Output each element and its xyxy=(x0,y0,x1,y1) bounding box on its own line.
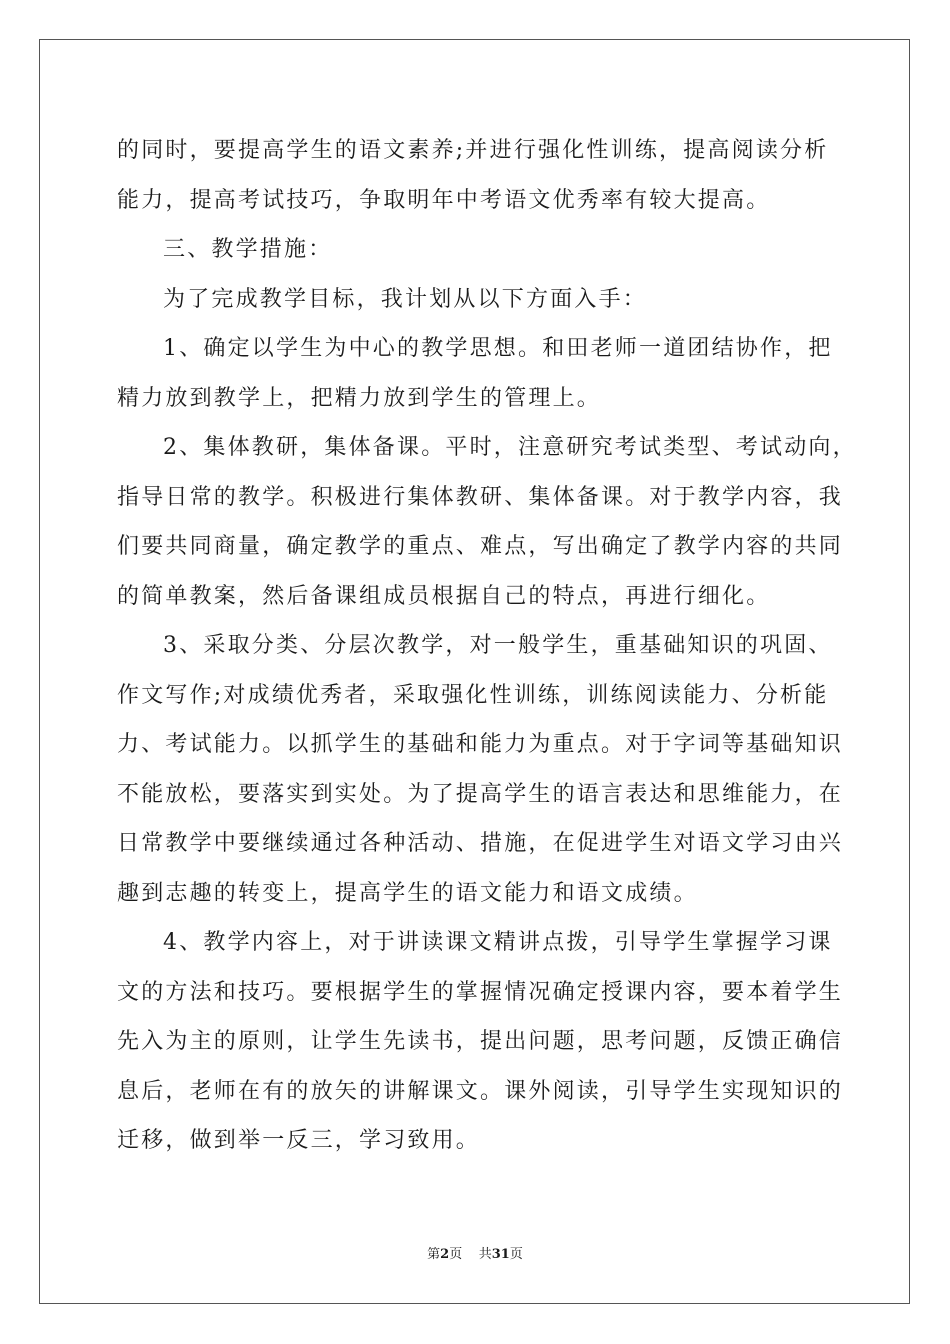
text-line: 日常教学中要继续通过各种活动、措施，在促进学生对语文学习由兴 xyxy=(117,831,844,856)
text-line: 文的方法和技巧。要根据学生的掌握情况确定授课内容，要本着学生 xyxy=(117,979,844,1005)
text-line: 迁移，做到举一反三，学习致用。 xyxy=(117,1128,481,1153)
document-body xyxy=(117,126,857,1166)
text-line: 精力放到教学上，把精力放到学生的管理上。 xyxy=(117,385,602,411)
text-line: 不能放松，要落实到实处。为了提高学生的语言表达和思维能力，在 xyxy=(117,781,844,807)
page-footer xyxy=(0,1246,950,1264)
list-item-1: 1、确定以学生为中心的教学思想。和田老师一道团结协作，把 xyxy=(163,336,833,361)
text-line: 为了完成教学目标，我计划从以下方面入手： xyxy=(163,286,648,312)
text-line: 们要共同商量，确定教学的重点、难点，写出确定了教学内容的共同 xyxy=(117,534,844,559)
text-line: 能力，提高考试技巧，争取明年中考语文优秀率有较大提高。 xyxy=(117,187,771,213)
total-prefix: 共 xyxy=(478,1247,492,1262)
list-item-3: 3、采取分类、分层次教学，对一般学生，重基础知识的巩固、 xyxy=(163,633,833,658)
text-line: 先入为主的原则，让学生先读书，提出问题，思考问题，反馈正确信 xyxy=(117,1029,844,1054)
text-line: 指导日常的教学。积极进行集体教研、集体备课。对于教学内容，我 xyxy=(117,484,844,510)
list-item-2: 2、集体教研，集体备课。平时，注意研究考试类型、考试动向， xyxy=(163,435,857,460)
text-line: 息后，老师在有的放矢的讲解课文。课外阅读，引导学生实现知识的 xyxy=(117,1078,844,1104)
text-line: 作文写作;对成绩优秀者，采取强化性训练，训练阅读能力、分析能 xyxy=(117,682,829,708)
page-prefix: 第 xyxy=(427,1247,441,1262)
total-suffix: 页 xyxy=(509,1247,523,1262)
section-heading: 三、教学措施： xyxy=(163,237,333,262)
text-line: 的同时，要提高学生的语文素养;并进行强化性训练，提高阅读分析 xyxy=(117,138,829,163)
page-number: 2 xyxy=(440,1247,450,1262)
text-line: 的简单教案，然后备课组成员根据自己的特点，再进行细化。 xyxy=(117,583,771,609)
list-item-4: 4、教学内容上，对于讲读课文精讲点拨，引导学生掌握学习课 xyxy=(163,930,833,955)
text-line: 力、考试能力。以抓学生的基础和能力为重点。对于字词等基础知识 xyxy=(117,732,844,757)
text-line: 趣到志趣的转变上，提高学生的语文能力和语文成绩。 xyxy=(117,880,698,906)
page-suffix: 页 xyxy=(449,1247,463,1262)
total-pages: 31 xyxy=(491,1247,510,1262)
